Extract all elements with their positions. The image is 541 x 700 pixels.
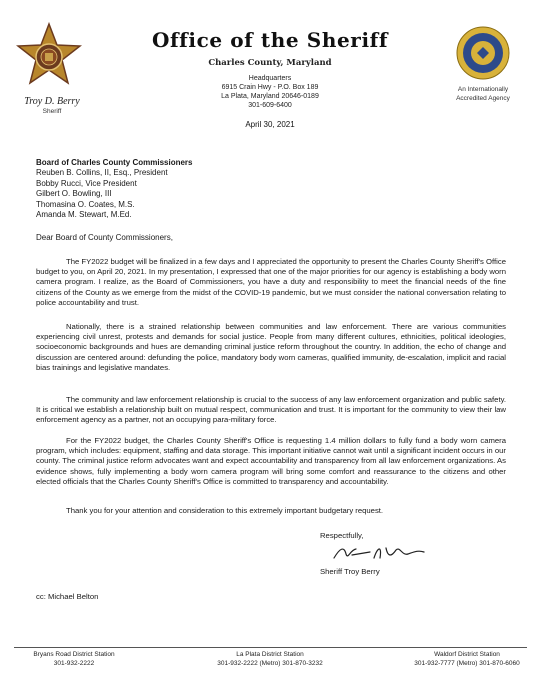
body-paragraph: The community and law enforcement relationship is crucial to the success of any law enforcement organization and public safety. It is critical we establish a relationship built on mutual respect, communication and trust. It is important for the community to view their law enforcement agency as a partner, not an occupying para-military force.: [36, 395, 506, 425]
station-name: La Plata District Station: [236, 651, 304, 658]
station-phone: 301-932-7777 (Metro) 301-870-6060: [414, 659, 520, 667]
signer-name: Sheriff Troy Berry: [320, 567, 380, 576]
addressee-board: Board of Charles County Commissioners: [36, 158, 193, 167]
footer-station: [14, 651, 134, 668]
body-paragraph: Thank you for your attention and consideration to this extremely important budgetary request.: [66, 506, 384, 515]
footer-divider: [14, 647, 527, 648]
body-paragraph: For the FY2022 budget, the Charles County Sheriff's Office is requesting 1.4 million dollars to fully fund a body worn camera program, which includes: equipment, staffing and data storage. This important initiative cannot wait until a significant incident occurs in our county. The criminal justice reform advocates want and expect accountability and transparency from all law enforcement organizations. As evidence shows, fully implementing a body worn camera program will bring some comfort and reassurance to the citizens and other elected officials that the Charles County Sheriff's Office is committed to transparency and accountability.: [36, 436, 506, 486]
station-phone: 301-932-2222: [53, 659, 95, 667]
accreditation-text: [430, 86, 536, 103]
hq-line: 6915 Crain Hwy - P.O. Box 189: [221, 84, 319, 91]
station-name: Bryans Road District Station: [33, 651, 115, 658]
letter-date: April 30, 2021: [245, 120, 295, 129]
body-paragraph: The FY2022 budget will be finalized in a few days and I appreciated the opportunity to present the Charles County Sheriff's Office budget to you, on April 20, 2021. In my presentation, I expressed that one of the major priorities for our agency is establishing a body worn camera program. I realize, as the Board of Commissioners, you have a duty and responsibility to meet the financial needs of the fine citizens of the County as we emerge from the midst of the COVID-19 pandemic, but we must consider the national conversation relating to police accountability and trust.: [36, 257, 506, 307]
office-title: Office of the Sheriff: [151, 28, 389, 52]
handwritten-signature: [330, 540, 430, 566]
headquarters-address: [190, 74, 350, 110]
accreditation-line: An Internationally: [457, 86, 509, 93]
footer-station: [392, 651, 541, 668]
addressee-line: Bobby Rucci, Vice President: [36, 178, 137, 188]
addressee-block: [36, 158, 336, 220]
addressee-line: Gilbert O. Bowling, III: [36, 189, 112, 199]
hq-line: 301-609-6400: [248, 102, 292, 109]
body-paragraph: Nationally, there is a strained relationship between communities and law enforcement. There are various communities experiencing civil unrest, protests and demands for social justice. People from many different cultures, ethnicities, political ideologies, socioeconomic backgrounds and hues are demanding criminal justice reform throughout the country. In addition, the echo of change and discussion are centered around: defunding the police, mandatory body worn cameras, qualified immunity, de-escalation, implicit and racial bias trainings and legislative mandates.: [36, 322, 506, 372]
county-name: Charles County, Maryland: [208, 58, 332, 68]
station-name: Waldorf District Station: [434, 651, 500, 658]
accreditation-seal-icon: [456, 26, 510, 80]
addressee-line: Thomasina O. Coates, M.S.: [36, 199, 135, 209]
hq-line: La Plata, Maryland 20646-0189: [221, 93, 319, 100]
station-phone: 301-932-2222 (Metro) 301-870-3232: [217, 659, 323, 667]
accreditation-line: Accredited Agency: [456, 94, 510, 102]
hq-line: Headquarters: [248, 75, 292, 82]
addressee-line: Reuben B. Collins, II, Esq., President: [36, 168, 168, 178]
closing: Respectfully,: [320, 531, 364, 540]
salutation: Dear Board of County Commissioners,: [36, 233, 173, 242]
cc-line: cc: Michael Belton: [36, 592, 99, 601]
sheriff-title: Sheriff: [42, 108, 62, 115]
sheriff-star-badge-icon: [16, 22, 82, 88]
addressee-line: Amanda M. Stewart, M.Ed.: [36, 210, 132, 220]
footer-station: [185, 651, 355, 668]
sheriff-name: Troy D. Berry: [24, 96, 80, 107]
